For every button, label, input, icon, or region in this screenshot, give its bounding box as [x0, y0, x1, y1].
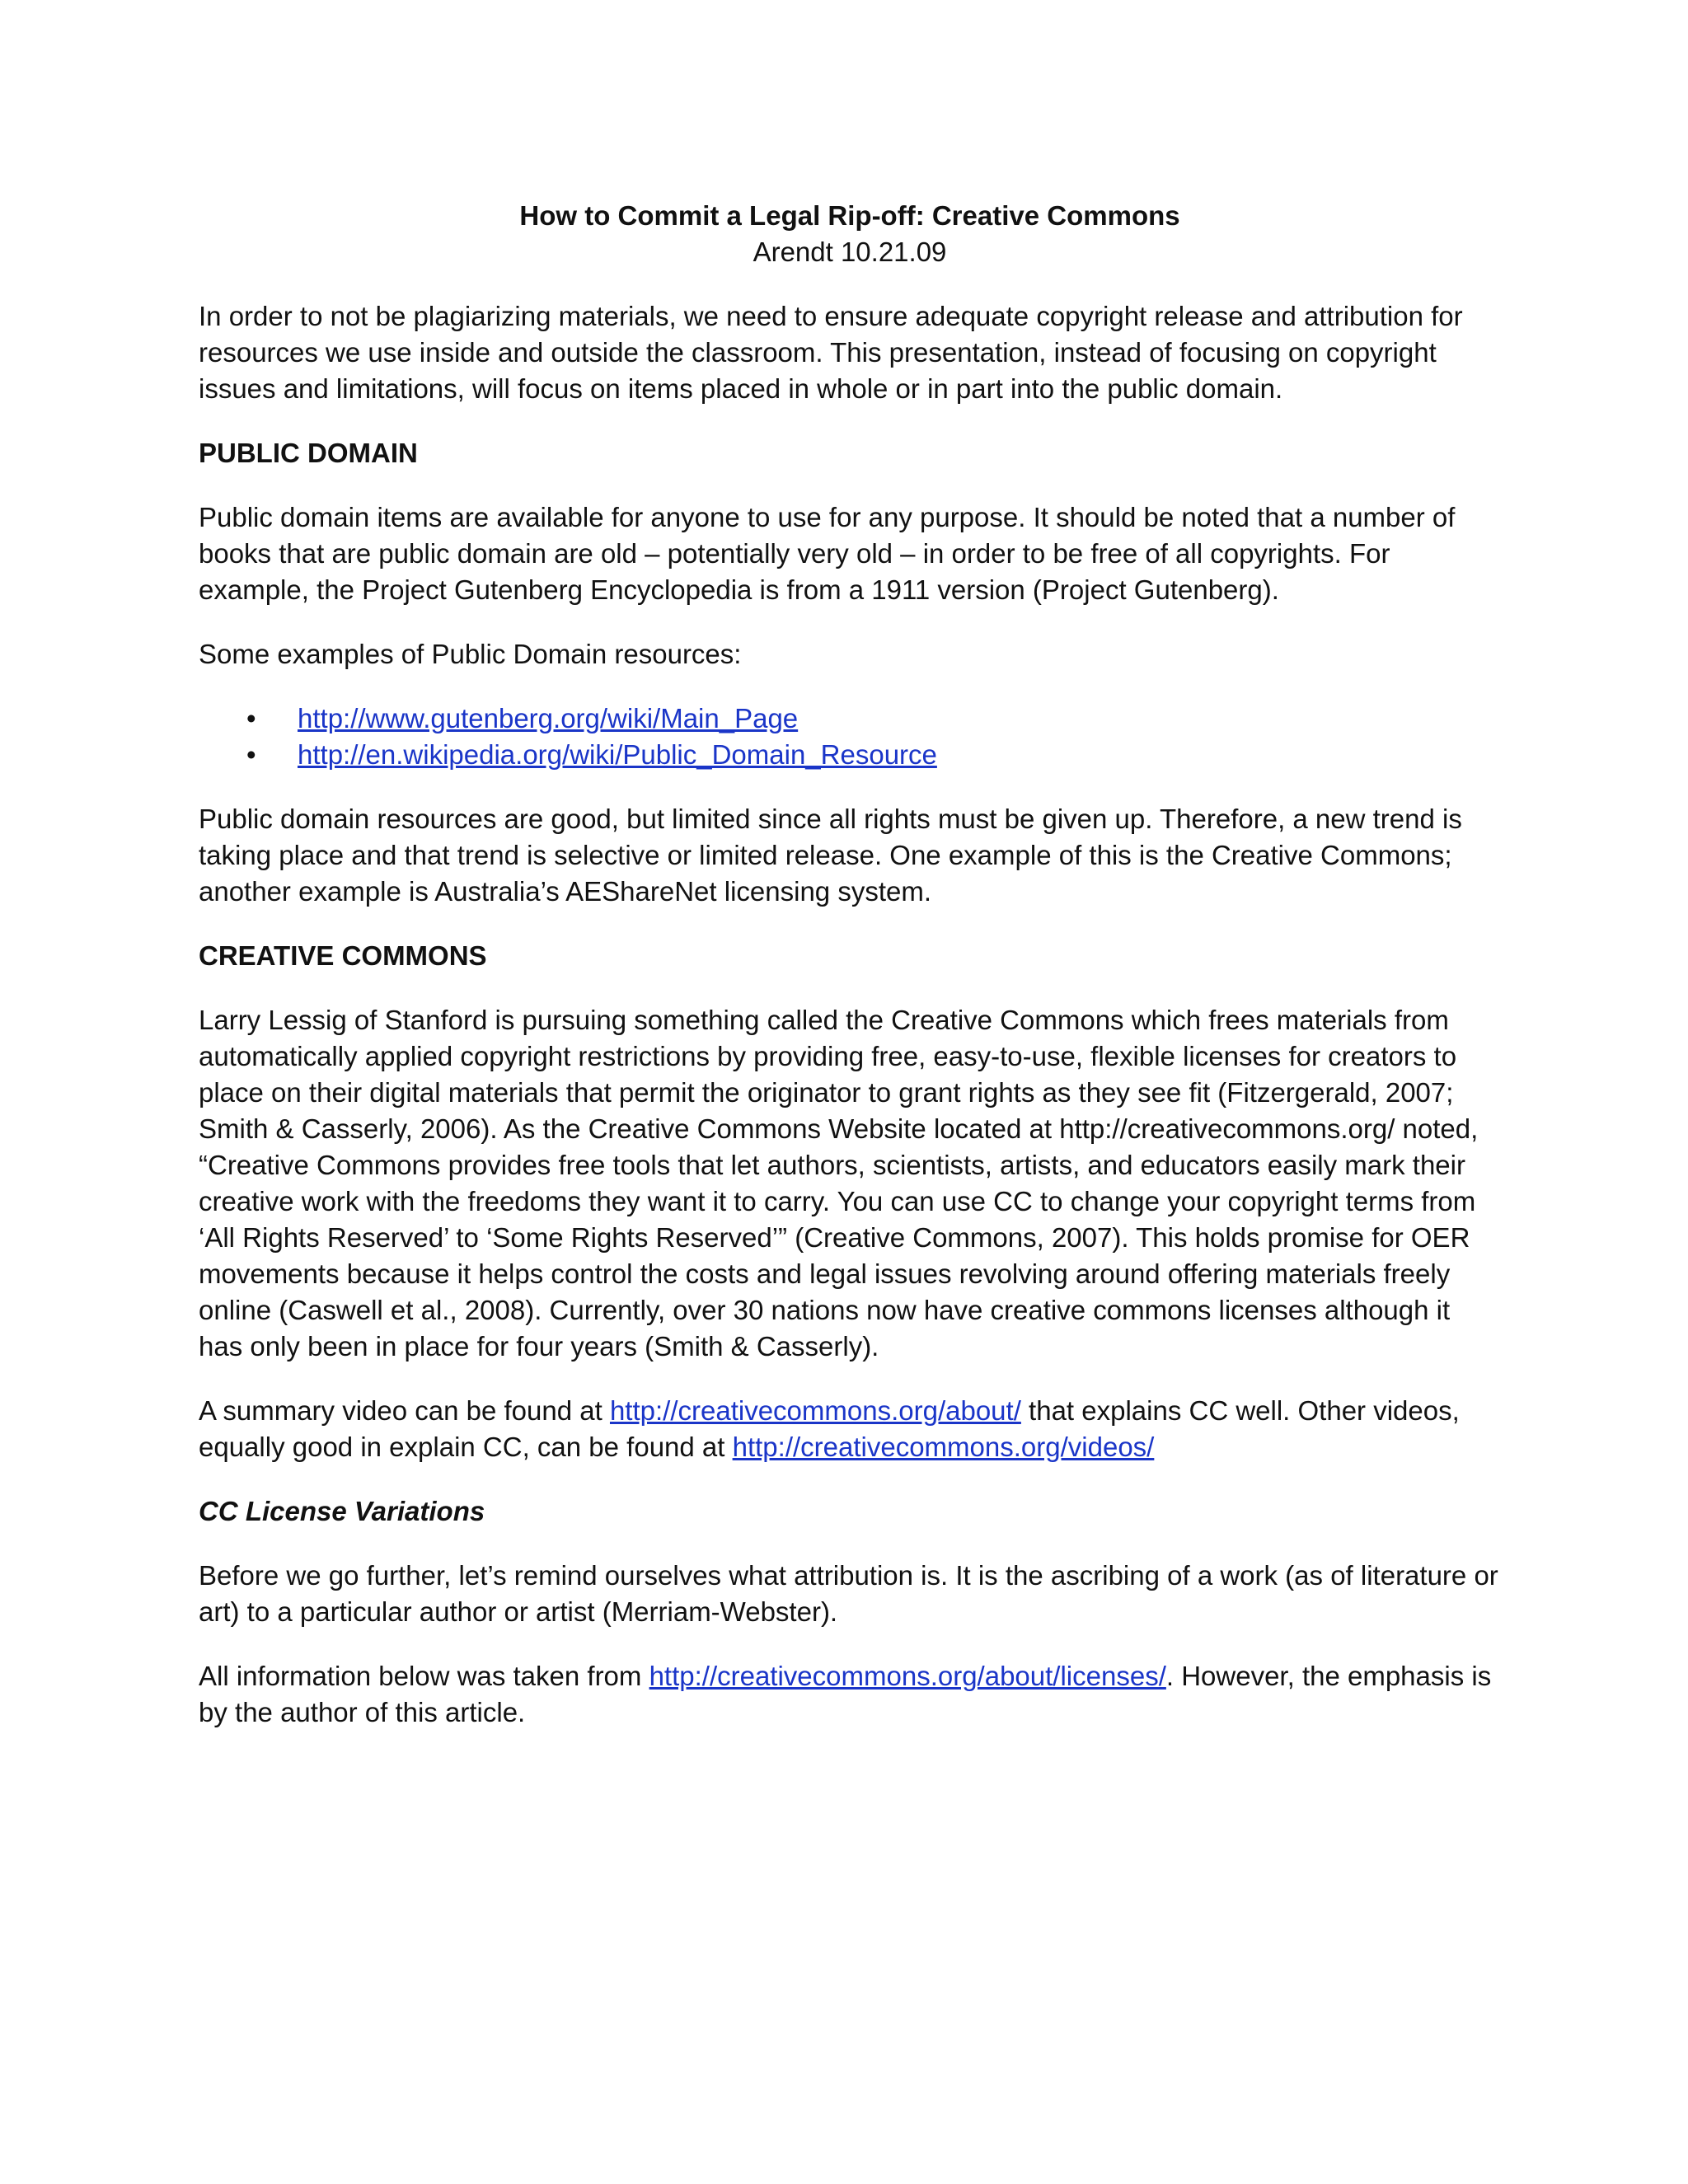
info-text-1: All information below was taken from	[199, 1661, 649, 1691]
video-paragraph	[199, 1393, 1501, 1465]
list-item	[199, 701, 1501, 737]
bullet-icon: •	[246, 739, 256, 770]
creative-commons-paragraph: Larry Lessig of Stanford is pursuing something called the Creative Commons which frees materials from automatically applied copyright restrictions by providing free, easy-to-use, flexible licenses for creators to place on their digital materials that permit the originator to grant rights as they see fit (Fitzergerald, 2007; Smith & Casserly, 2006). As the Creative Commons Website located at http://creativecommons.org/ noted, “Creative Commons provides free tools that let authors, scientists, artists, and educators easily mark their creative work with the freedoms they want it to carry. You can use CC to change your copyright terms from ‘All Rights Reserved’ to ‘Some Rights Reserved’” (Creative Commons, 2007). This holds promise for OER movements because it helps control the costs and legal issues revolving around offering materials freely online (Caswell et al., 2008). Currently, over 30 nations now have creative commons licenses although it has only been in place for four years (Smith & Casserly).	[199, 1005, 1479, 1361]
videos-link[interactable]: http://creativecommons.org/videos/	[732, 1432, 1155, 1462]
intro-paragraph: In order to not be plagiarizing materials, we need to ensure adequate copyright release and attribution for resources we use inside and outside the classroom. This presentation, instead of focusing on copyright issues and limitations, will focus on items placed in whole or in part into the public domain.	[199, 301, 1463, 404]
video-text-1: A summary video can be found at	[199, 1395, 610, 1426]
licenses-link[interactable]: http://creativecommons.org/about/licenses/	[649, 1661, 1166, 1691]
creative-commons-heading: CREATIVE COMMONS	[199, 940, 487, 971]
list-item	[199, 737, 1501, 773]
title-block	[199, 198, 1501, 270]
document-title: How to Commit a Legal Rip-off: Creative Commons	[519, 200, 1180, 231]
video-text-2: that explains CC well. Other videos, equally good in explain CC, can be found at	[199, 1395, 1460, 1462]
public-domain-heading: PUBLIC DOMAIN	[199, 438, 418, 468]
document-body	[199, 198, 1501, 1759]
public-domain-links-list	[199, 701, 1501, 773]
attribution-paragraph: Before we go further, let’s remind ourselves what attribution is. It is the ascribing of a work (as of literature or art) to a particular author or artist (Merriam-Webster).	[199, 1560, 1498, 1627]
info-paragraph	[199, 1658, 1501, 1731]
examples-intro: Some examples of Public Domain resources:	[199, 639, 742, 669]
public-domain-limits-paragraph: Public domain resources are good, but limited since all rights must be given up. Therefore, a new trend is taking place and that trend is selective or limited release. One example of this is the Creative Commons; another example is Australia’s AEShareNet licensing system.	[199, 804, 1462, 907]
wikipedia-link[interactable]: http://en.wikipedia.org/wiki/Public_Domain_Resource	[298, 739, 937, 770]
bullet-icon: •	[246, 703, 256, 733]
public-domain-paragraph: Public domain items are available for anyone to use for any purpose. It should be noted that a number of books that are public domain are old – potentially very old – in order to be free of all copyrights. For example, the Project Gutenberg Encyclopedia is from a 1911 version (Project Gutenberg).	[199, 502, 1456, 605]
info-text-2: . However, the emphasis is by the author of this article.	[199, 1661, 1492, 1727]
document-subtitle: Arendt 10.21.09	[753, 237, 947, 267]
about-video-link[interactable]: http://creativecommons.org/about/	[609, 1395, 1021, 1426]
gutenberg-link[interactable]: http://www.gutenberg.org/wiki/Main_Page	[298, 703, 799, 733]
license-variations-heading: CC License Variations	[199, 1496, 485, 1526]
